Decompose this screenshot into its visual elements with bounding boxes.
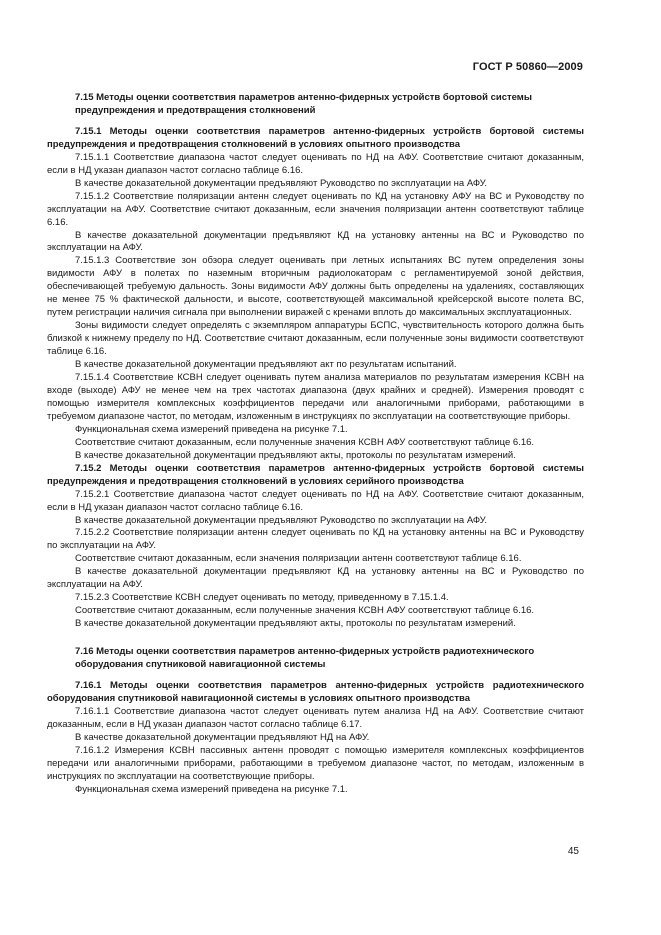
page-number: 45 [567, 846, 579, 857]
paragraph: В качестве доказательной документации предъявляют акт по результатам испытаний. [75, 359, 457, 371]
subsection-heading-7-15-2: 7.15.2 Методы оценки соответствия параметров антенно-фидерных устройств бортовой системы предупреждения и предотвращения столкновений в условиях серийного производства [47, 462, 584, 487]
section-heading-7-16: 7.16 Методы оценки соответствия параметров антенно-фидерных устройств радиотехнического оборудования спутниковой навигационной системы [75, 646, 535, 671]
paragraph: В качестве доказательной документации предъявляют акты, протоколы по результатам измерений. [75, 449, 516, 461]
paragraph: Соответствие считают доказанным, если полученные значения КСВН АФУ соответствуют таблице 6.16. [75, 436, 535, 448]
section-heading-7-15: 7.15 Методы оценки соответствия параметров антенно-фидерных устройств бортовой системы предупреждения и предотвращения столкновений [75, 92, 532, 116]
paragraph: Соответствие считают доказанным, если полученные значения КСВН АФУ соответствуют таблице 6.16. [75, 605, 535, 617]
paragraph: В качестве доказательной документации предъявляют КД на установку антенны на ВС и Руководство по эксплуатации на АФУ. [47, 229, 584, 254]
paragraph: 7.15.1.4 Соответствие КСВН следует оценивать путем анализа материалов по результатам измерения КСВН на входе (выходе) АФУ не менее чем на трех частотах диапазона (двух крайних и средней). Измерения проводят с помощью измерителя комплексных коэффициентов передачи или аналогичными приборами, работающими в требуемом диапазоне частот, по методам, изложенным в инструкциях по эксплуатации на соответствующие приборы. [47, 372, 584, 422]
paragraph: В качестве доказательной документации предъявляют КД на установку антенны на ВС и Руководство по эксплуатации на АФУ. [47, 566, 584, 591]
document-code: ГОСТ Р 50860—2009 [472, 61, 583, 73]
paragraph: 7.15.1.3 Соответствие зон обзора следует оценивать при летных испытаниях ВС путем определения зоны видимости АФУ в полетах по наземным вторичным радиолокаторам с регламентируемой зоной действия, обеспечивающей требуемую дальность. Зоны видимости АФУ должны быть определены на удалениях, составляющих не менее 75 % фактической дальности, и высоте, соответствующей максимальной крейсерской высоте полета ВС, путем регистрации наличия сигнала при выполнении виражей с кренами вплоть до максимальных эксплуатационных. [47, 255, 584, 319]
paragraph: 7.15.2.2 Соответствие поляризации антенн следует оценивать по КД на установку антенны на ВС и Руководству по эксплуатации на АФУ. [47, 527, 584, 552]
paragraph: Функциональная схема измерений приведена на рисунке 7.1. [75, 423, 348, 435]
paragraph: В качестве доказательной документации предъявляют Руководство по эксплуатации на АФУ. [75, 514, 488, 526]
subsection-heading-7-15-1: 7.15.1 Методы оценки соответствия параметров антенно-фидерных устройств бортовой системы предупреждения и предотвращения столкновений в условиях опытного производства [47, 125, 584, 150]
paragraph: Функциональная схема измерений приведена на рисунке 7.1. [75, 783, 348, 795]
paragraph: Зоны видимости следует определять с экземпляром аппаратуры БСПС, чувствительность которого должна быть близкой к нижнему пределу по НД. Соответствие считают доказанным, если полученные зоны видимости соответствуют таблице 6.16. [47, 320, 584, 358]
paragraph: 7.16.1.2 Измерения КСВН пассивных антенн проводят с помощью измерителя комплексных коэффициентов передачи или аналогичными приборами, работающими в требуемом диапазоне частот, по методам, изложенным в инструкциях по эксплуатации на соответствующие приборы. [47, 744, 584, 782]
paragraph: 7.16.1.1 Соответствие диапазона частот следует оценивать путем анализа НД на АФУ. Соответствие считают доказанным, если в НД указан диапазон частот согласно таблице 6.17. [47, 705, 584, 730]
paragraph: 7.15.2.1 Соответствие диапазона частот следует оценивать по НД на АФУ. Соответствие считают доказанным, если в НД указан диапазон частот согласно таблице 6.16. [47, 488, 584, 513]
paragraph: Соответствие считают доказанным, если значения поляризации антенн соответствуют таблице 6.16. [75, 553, 522, 565]
paragraph: В качестве доказательной документации предъявляют НД на АФУ. [75, 731, 370, 743]
document-body [47, 92, 584, 797]
paragraph: В качестве доказательной документации предъявляют акты, протоколы по результатам измерений. [75, 618, 516, 630]
paragraph: 7.15.1.2 Соответствие поляризации антенн следует оценивать по КД на установку АФУ на ВС и Руководству по эксплуатации на АФУ. Соответствие считают доказанным, если значения поляризации антенн соответствуют таблице 6.16. [47, 190, 584, 228]
paragraph: В качестве доказательной документации предъявляют Руководство по эксплуатации на АФУ. [75, 177, 488, 189]
paragraph: 7.15.1.1 Соответствие диапазона частот следует оценивать по НД на АФУ. Соответствие считают доказанным, если в НД указан диапазон частот согласно таблице 6.16. [47, 151, 584, 176]
paragraph: 7.15.2.3 Соответствие КСВН следует оценивать по методу, приведенному в 7.15.1.4. [75, 592, 449, 604]
subsection-heading-7-16-1: 7.16.1 Методы оценки соответствия параметров антенно-фидерных устройств радиотехнического оборудования спутниковой навигационной системы в условиях опытного производства [47, 679, 584, 704]
